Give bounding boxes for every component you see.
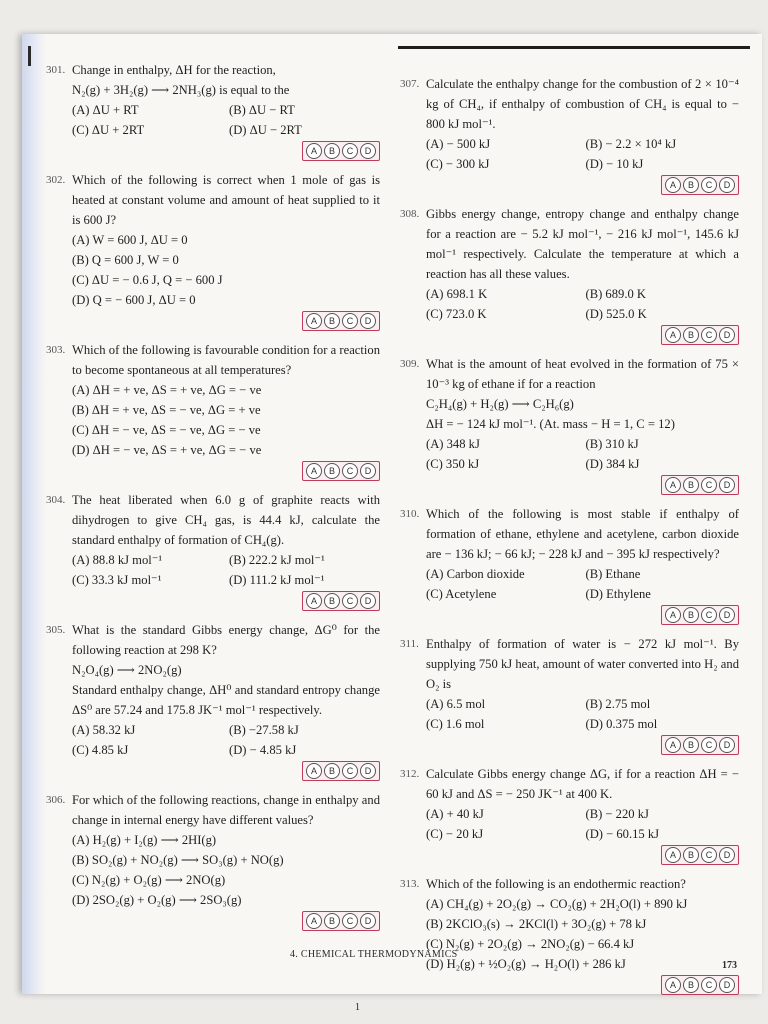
chapter-title: 4. CHEMICAL THERMODYNAMICS [290, 949, 458, 960]
question-text: ΔH = − 124 kJ mol⁻¹. (At. mass − H = 1, C = 12) [426, 417, 675, 431]
option: (B) 2KClO₃(s) → 2KCl(l) + 3O₂(g) + 78 kJ [426, 917, 647, 931]
answer-bubble[interactable]: A [306, 763, 322, 779]
option: (A) Carbon dioxide [426, 567, 525, 581]
answer-bubble[interactable]: D [719, 327, 735, 343]
options [50, 230, 380, 310]
question-number: 303. [46, 344, 66, 356]
option: (A) H₂(g) + I₂(g) ⟶ 2HI(g) [72, 833, 217, 847]
answer-bubble[interactable]: C [342, 143, 358, 159]
option: (C) 350 kJ [426, 457, 480, 471]
option: (C) 1.6 mol [426, 717, 485, 731]
question-number: 304. [46, 494, 66, 506]
answer-bubble[interactable]: A [306, 913, 322, 929]
spine-mark [28, 46, 31, 66]
answer-bubble[interactable]: B [683, 607, 699, 623]
question [46, 60, 380, 163]
answer-bubble[interactable]: C [701, 977, 717, 993]
bottom-number: 1 [355, 1002, 360, 1013]
option: (B) − 220 kJ [585, 807, 649, 821]
option: (C) 4.85 kJ [72, 743, 129, 757]
option: (B) Q = 600 J, W = 0 [72, 253, 179, 267]
answer-box [302, 141, 380, 161]
option: (D) H₂(g) + ½O₂(g) → H₂O(l) + 286 kJ [426, 957, 626, 971]
question-number: 301. [46, 64, 66, 76]
option: (A) 348 kJ [426, 437, 480, 451]
question [400, 764, 739, 867]
answer-bubble[interactable]: B [324, 463, 340, 479]
answer-bubble[interactable]: C [701, 607, 717, 623]
question-text: Change in enthalpy, ΔH for the reaction, [72, 63, 276, 77]
answer-box [661, 975, 739, 995]
options [50, 380, 380, 460]
option: (A) 698.1 K [426, 287, 488, 301]
answer-box [661, 845, 739, 865]
option: (C) 723.0 K [426, 307, 487, 321]
answer-bubble[interactable]: C [342, 463, 358, 479]
options [50, 100, 380, 140]
answer-bubble[interactable]: D [360, 593, 376, 609]
option: (A) + 40 kJ [426, 807, 484, 821]
option: (B) −27.58 kJ [229, 723, 299, 737]
question-number: 308. [400, 208, 420, 220]
option: (C) ΔU + 2RT [72, 123, 145, 137]
options [50, 720, 380, 760]
answer-row [50, 460, 380, 483]
answer-bubble[interactable]: B [683, 177, 699, 193]
answer-box [661, 605, 739, 625]
option: (A) 6.5 mol [426, 697, 486, 711]
option: (C) 33.3 kJ mol⁻¹ [72, 573, 162, 587]
answer-bubble[interactable]: A [306, 143, 322, 159]
answer-bubble[interactable]: D [719, 477, 735, 493]
right-column [400, 74, 739, 1004]
question [400, 74, 739, 197]
question [400, 874, 739, 997]
answer-row [50, 140, 380, 163]
answer-bubble[interactable]: D [719, 847, 735, 863]
question [46, 490, 380, 613]
answer-box [302, 761, 380, 781]
option: (C) − 300 kJ [426, 157, 490, 171]
question-text: Which of the following is an endothermic reaction? [426, 877, 686, 891]
question-text: C₂H₄(g) + H₂(g) ⟶ C₂H₆(g) [426, 397, 574, 411]
answer-row [50, 310, 380, 333]
answer-row [404, 974, 739, 997]
answer-bubble[interactable]: D [719, 177, 735, 193]
question-number: 311. [400, 638, 419, 650]
options [50, 550, 380, 590]
option: (D) − 10 kJ [585, 157, 644, 171]
question [400, 354, 739, 497]
answer-box [302, 311, 380, 331]
options [404, 694, 739, 734]
answer-box [302, 591, 380, 611]
option: (A) W = 600 J, ΔU = 0 [72, 233, 188, 247]
question-text: N₂O₄(g) ⟶ 2NO₂(g) [72, 663, 182, 677]
answer-row [50, 590, 380, 613]
option: (A) 88.8 kJ mol⁻¹ [72, 553, 163, 567]
option: (C) Acetylene [426, 587, 497, 601]
option: (A) CH₄(g) + 2O₂(g) → CO₂(g) + 2H₂O(l) + 890 kJ [426, 897, 688, 911]
answer-bubble[interactable]: B [324, 313, 340, 329]
answer-box [661, 735, 739, 755]
option: (B) ΔH = + ve, ΔS = − ve, ΔG = + ve [72, 403, 261, 417]
question [400, 634, 739, 757]
answer-row [50, 910, 380, 933]
answer-box [661, 175, 739, 195]
option: (D) 2SO₂(g) + O₂(g) ⟶ 2SO₃(g) [72, 893, 242, 907]
answer-bubble[interactable]: A [306, 313, 322, 329]
question [46, 790, 380, 933]
answer-box [302, 911, 380, 931]
answer-bubble[interactable]: D [360, 913, 376, 929]
option: (B) ΔU − RT [229, 103, 295, 117]
answer-bubble[interactable]: C [701, 477, 717, 493]
question-number: 309. [400, 358, 420, 370]
answer-box [661, 325, 739, 345]
question [46, 620, 380, 783]
answer-bubble[interactable]: B [683, 327, 699, 343]
option: (D) − 60.15 kJ [585, 827, 660, 841]
question-text: The heat liberated when 6.0 g of graphite reacts with dihydrogen to give CH₄ gas, is 44.4 kJ, calculate the standard enthalpy of formation of CH₄(g). [72, 493, 380, 547]
option: (D) 525.0 K [585, 307, 647, 321]
answer-row [404, 604, 739, 627]
question-text: Gibbs energy change, entropy change and enthalpy change for a reaction are − 5.2 kJ mol⁻¹, − 216 kJ mol⁻¹, 145.6 kJ mol⁻¹ respectively. Calculate the temperature at which a reaction has all these values. [426, 207, 739, 281]
question [400, 504, 739, 627]
answer-bubble[interactable]: D [719, 737, 735, 753]
options [404, 284, 739, 324]
question-number: 312. [400, 768, 420, 780]
answer-bubble[interactable]: A [665, 607, 681, 623]
answer-bubble[interactable]: B [683, 477, 699, 493]
option: (B) 222.2 kJ mol⁻¹ [229, 553, 325, 567]
answer-bubble[interactable]: C [342, 313, 358, 329]
answer-bubble[interactable]: A [665, 737, 681, 753]
top-rule [398, 46, 750, 49]
options [404, 134, 739, 174]
answer-row [404, 474, 739, 497]
answer-bubble[interactable]: B [324, 763, 340, 779]
left-column [46, 60, 380, 940]
option: (A) ΔH = + ve, ΔS = + ve, ΔG = − ve [72, 383, 262, 397]
answer-box [661, 475, 739, 495]
option: (C) − 20 kJ [426, 827, 484, 841]
answer-bubble[interactable]: A [665, 327, 681, 343]
options [404, 804, 739, 844]
answer-bubble[interactable]: B [324, 913, 340, 929]
options [404, 894, 739, 974]
question-number: 302. [46, 174, 66, 186]
option: (B) − 2.2 × 10⁴ kJ [585, 137, 677, 151]
option: (D) Q = − 600 J, ΔU = 0 [72, 293, 196, 307]
option: (A) − 500 kJ [426, 137, 491, 151]
answer-row [404, 844, 739, 867]
question-text: Standard enthalpy change, ΔH⁰ and standard entropy change ΔS⁰ are 57.24 and 175.8 JK⁻¹ mol⁻¹ respectively. [72, 683, 380, 717]
answer-box [302, 461, 380, 481]
question [400, 204, 739, 347]
answer-bubble[interactable]: B [683, 847, 699, 863]
question-text: Calculate the enthalpy change for the combustion of 2 × 10⁻⁴ kg of CH₄, if enthalpy of combustion of CH₄ is equal to − 800 kJ mol⁻¹. [426, 77, 739, 131]
answer-bubble[interactable]: D [360, 313, 376, 329]
option: (D) − 4.85 kJ [229, 743, 297, 757]
question [46, 340, 380, 483]
option: (D) 111.2 kJ mol⁻¹ [229, 573, 325, 587]
answer-bubble[interactable]: A [306, 593, 322, 609]
answer-row [404, 174, 739, 197]
question [46, 170, 380, 333]
answer-bubble[interactable]: C [701, 737, 717, 753]
answer-bubble[interactable]: D [360, 143, 376, 159]
option: (D) 0.375 mol [585, 717, 658, 731]
answer-bubble[interactable]: A [306, 463, 322, 479]
options [404, 564, 739, 604]
question-number: 307. [400, 78, 420, 90]
answer-bubble[interactable]: C [342, 763, 358, 779]
question-text: Calculate Gibbs energy change ΔG, if for a reaction ΔH = − 60 kJ and ΔS = − 250 JK⁻¹ at 400 K. [426, 767, 739, 801]
option: (B) 2.75 mol [585, 697, 651, 711]
option: (D) ΔH = − ve, ΔS = + ve, ΔG = − ve [72, 443, 262, 457]
question-text: Enthalpy of formation of water is − 272 kJ mol⁻¹. By supplying 750 kJ heat, amount of water converted into H₂ and O₂ is [426, 637, 739, 691]
answer-bubble[interactable]: C [701, 847, 717, 863]
answer-bubble[interactable]: D [360, 463, 376, 479]
answer-bubble[interactable]: C [701, 327, 717, 343]
answer-row [404, 734, 739, 757]
option: (A) ΔU + RT [72, 103, 139, 117]
answer-bubble[interactable]: A [665, 177, 681, 193]
question-number: 310. [400, 508, 420, 520]
answer-bubble[interactable]: A [665, 977, 681, 993]
option: (D) Ethylene [585, 587, 651, 601]
option: (B) Ethane [585, 567, 641, 581]
answer-bubble[interactable]: D [719, 977, 735, 993]
answer-bubble[interactable]: B [324, 593, 340, 609]
options [50, 830, 380, 910]
answer-bubble[interactable]: B [683, 977, 699, 993]
question-number: 313. [400, 878, 420, 890]
question-text: Which of the following is favourable condition for a reaction to become spontaneous at all temperatures? [72, 343, 380, 377]
answer-row [404, 324, 739, 347]
option: (B) 310 kJ [585, 437, 639, 451]
answer-row [50, 760, 380, 783]
options [404, 434, 739, 474]
option: (D) 384 kJ [585, 457, 640, 471]
binding-spine [22, 34, 46, 994]
answer-bubble[interactable]: C [342, 593, 358, 609]
question-text: What is the amount of heat evolved in the formation of 75 × 10⁻³ kg of ethane if for a reaction [426, 357, 739, 391]
answer-bubble[interactable]: B [683, 737, 699, 753]
answer-bubble[interactable]: C [701, 177, 717, 193]
option: (A) 58.32 kJ [72, 723, 136, 737]
question-number: 306. [46, 794, 66, 806]
question-text: Which of the following is correct when 1 mole of gas is heated at constant volume and amount of heat supplied to it is 600 J? [72, 173, 380, 227]
option: (C) N₂(g) + 2O₂(g) → 2NO₂(g) − 66.4 kJ [426, 937, 635, 951]
answer-bubble[interactable]: B [324, 143, 340, 159]
option: (D) ΔU − 2RT [229, 123, 302, 137]
option: (B) SO₂(g) + NO₂(g) ⟶ SO₃(g) + NO(g) [72, 853, 284, 867]
answer-bubble[interactable]: D [719, 607, 735, 623]
answer-bubble[interactable]: A [665, 477, 681, 493]
question-text: N₂(g) + 3H₂(g) ⟶ 2NH₃(g) is equal to the [72, 83, 290, 97]
option: (C) ΔU = − 0.6 J, Q = − 600 J [72, 273, 223, 287]
option: (C) ΔH = − ve, ΔS = − ve, ΔG = − ve [72, 423, 261, 437]
question-text: What is the standard Gibbs energy change, ΔG⁰ for the following reaction at 298 K? [72, 623, 380, 657]
option: (B) 689.0 K [585, 287, 647, 301]
answer-bubble[interactable]: A [665, 847, 681, 863]
answer-bubble[interactable]: C [342, 913, 358, 929]
question-text: For which of the following reactions, change in enthalpy and change in internal energy have different values? [72, 793, 380, 827]
answer-bubble[interactable]: D [360, 763, 376, 779]
page-number: 173 [722, 960, 737, 971]
question-text: Which of the following is most stable if enthalpy of formation of ethane, ethylene and acetylene, carbon dioxide are − 136 kJ; − 66 kJ; − 228 kJ and − 395 kJ respectively? [426, 507, 739, 561]
option: (C) N₂(g) + O₂(g) ⟶ 2NO(g) [72, 873, 226, 887]
question-number: 305. [46, 624, 66, 636]
